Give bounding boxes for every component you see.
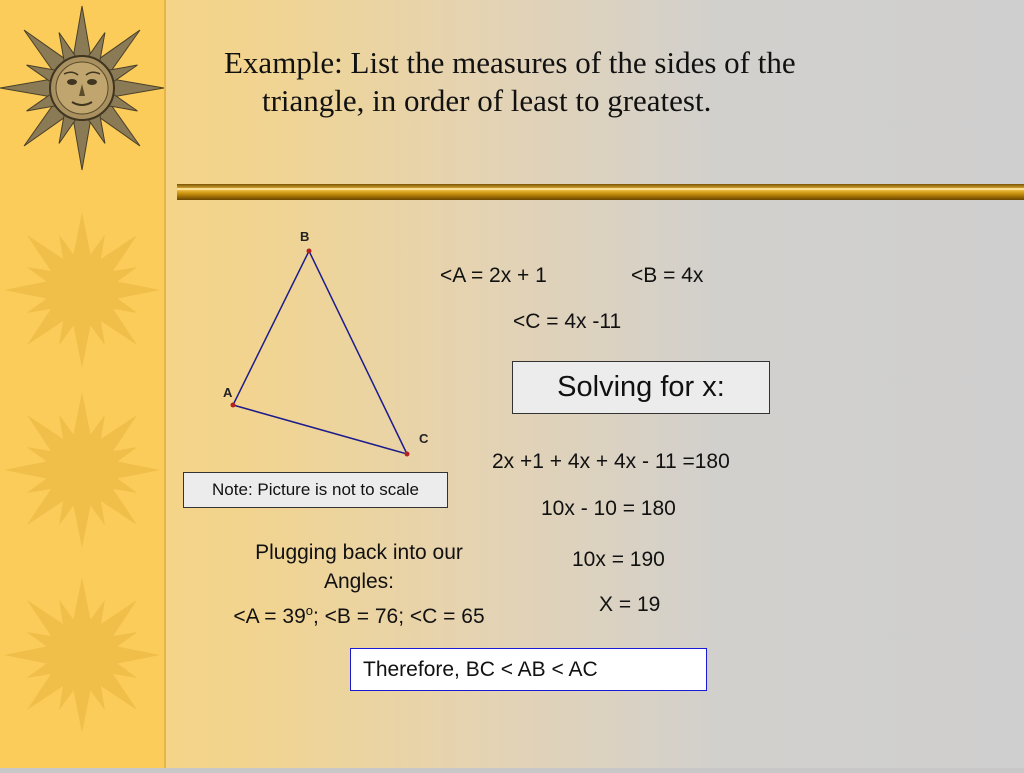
angle-values-part-2: ; <B = 76; <C = 65 xyxy=(313,605,485,628)
step-equation-3: 10x = 190 xyxy=(572,548,665,571)
title-divider xyxy=(177,182,1024,202)
vertex-c-label: C xyxy=(419,431,429,446)
angle-a-expression: <A = 2x + 1 xyxy=(440,264,547,287)
step-equation-4: X = 19 xyxy=(599,593,661,616)
vertex-a-label: A xyxy=(223,385,233,400)
sidebar-decoration xyxy=(0,0,164,768)
vertex-b-dot xyxy=(307,249,312,254)
plugging-line-1: Plugging back into our xyxy=(255,541,463,564)
step-equation-1: 2x +1 + 4x + 4x - 11 =180 xyxy=(492,450,730,473)
angle-b-expression: <B = 4x xyxy=(631,264,704,287)
title-line-1: Example: List the measures of the sides of the xyxy=(224,45,796,80)
conclusion-box: Therefore, BC < AB < AC xyxy=(350,648,707,691)
vertex-b-label: B xyxy=(300,229,310,244)
plugging-back-text xyxy=(196,538,522,631)
angle-values-part-1: <A = 39 xyxy=(233,605,306,628)
plugging-line-2: Angles: xyxy=(323,570,395,593)
vertex-c-dot xyxy=(405,452,410,457)
triangle-diagram xyxy=(215,225,445,470)
degree-superscript: o xyxy=(305,603,313,618)
sun-pattern xyxy=(0,0,164,768)
slide-title xyxy=(224,44,944,120)
plugging-line-3 xyxy=(196,596,522,631)
sidebar-edge xyxy=(164,0,166,768)
sun-icon xyxy=(4,212,160,368)
sun-icon xyxy=(4,577,160,733)
sun-face-icon xyxy=(0,6,164,170)
scale-note: Note: Picture is not to scale xyxy=(183,472,448,508)
solving-heading: Solving for x: xyxy=(512,361,770,414)
angle-c-expression: <C = 4x -11 xyxy=(513,310,622,333)
step-equation-2: 10x - 10 = 180 xyxy=(541,497,676,520)
title-line-2: triangle, in order of least to greatest. xyxy=(262,83,712,118)
vertex-a-dot xyxy=(231,403,236,408)
sun-icon xyxy=(4,392,160,548)
